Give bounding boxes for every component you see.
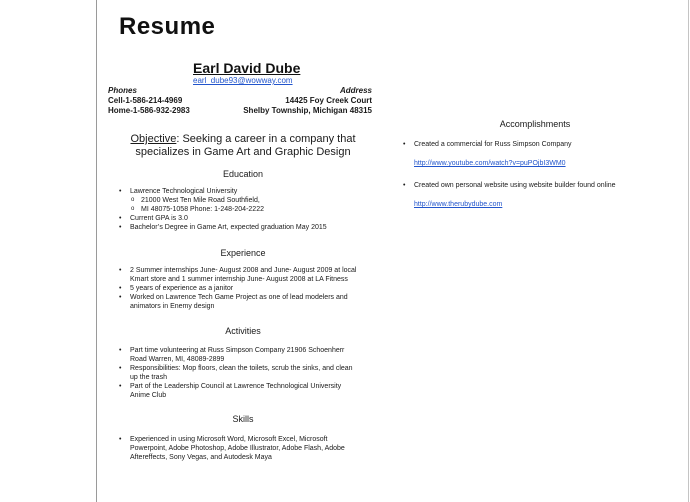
objective-text: : Seeking a career in a company that specializes in Game Art and Graphic Design	[135, 133, 356, 158]
list-item: o MI 48075-1058 Phone: 1-248-204-2222	[141, 205, 375, 214]
email-link[interactable]: earl_dube93@wowway.com	[193, 76, 293, 85]
list-item: • Bachelor’s Degree in Game Art, expected graduation May 2015	[130, 223, 375, 232]
applicant-name: Earl David Dube	[193, 60, 301, 76]
experience-list	[130, 266, 375, 311]
right-margin-rule	[688, 0, 689, 502]
skills-heading: Skills	[232, 414, 254, 424]
education-list	[130, 187, 375, 232]
list-item: • Lawrence Technological University	[130, 187, 375, 196]
objective-label: Objective	[130, 133, 177, 145]
list-item: • Part of the Leadership Council at Lawrence Technological University Anime Club	[130, 382, 362, 400]
activities-heading: Activities	[225, 326, 261, 336]
cell-phone: Cell-1-586-214-4969	[108, 96, 183, 105]
accomplishments-list-2	[414, 181, 674, 190]
list-item: • Part time volunteering at Russ Simpson Company 21906 Schoenherr Road Warren, MI, 48089-2899	[130, 346, 362, 364]
accomplishments-heading: Accomplishments	[499, 119, 571, 129]
home-phone: Home-1-586-932-2983	[108, 106, 190, 115]
objective	[109, 133, 377, 159]
address-line-2: Shelby Township, Michigan 48315	[243, 106, 372, 115]
accomplishments-list	[414, 140, 664, 149]
address-label: Address	[339, 86, 372, 95]
youtube-link[interactable]: http://www.youtube.com/watch?v=puPOjbI3WM0	[414, 160, 566, 167]
list-item: o 21000 West Ten Mile Road Southfield,	[141, 196, 375, 205]
list-item: • Worked on Lawrence Tech Game Project as one of lead modelers and animators in Enemy design	[130, 293, 375, 311]
page-title: Resume	[119, 13, 216, 40]
phones-label: Phones	[108, 86, 137, 95]
list-item: • Created own personal website using website builder found online	[414, 181, 674, 190]
list-item: • 2 Summer internships June- August 2008 and June- August 2009 at local Kmart store and 1 summer internship June- August 2008 at LA Fitness	[130, 266, 375, 284]
list-item: • 5 years of experience as a janitor	[130, 284, 375, 293]
education-heading: Education	[222, 169, 264, 179]
experience-heading: Experience	[220, 248, 266, 258]
skills-list	[130, 435, 362, 462]
list-item: • Responsibilities: Mop floors, clean the toilets, scrub the sinks, and clean up the trash	[130, 364, 362, 382]
list-item: • Current GPA is 3.0	[130, 214, 375, 223]
website-link[interactable]: http://www.therubydube.com	[414, 201, 503, 208]
address-line-1: 14425 Foy Creek Court	[285, 96, 372, 105]
left-margin-rule	[96, 0, 97, 502]
activities-list	[130, 346, 362, 400]
list-item: • Experienced in using Microsoft Word, Microsoft Excel, Microsoft Powerpoint, Adobe Photoshop, Adobe Illustrator, Adobe Flash, Adobe Aftereffects, Sony Vegas, and Autodesk Maya	[130, 435, 362, 462]
list-item: • Created a commercial for Russ Simpson Company	[414, 140, 664, 149]
